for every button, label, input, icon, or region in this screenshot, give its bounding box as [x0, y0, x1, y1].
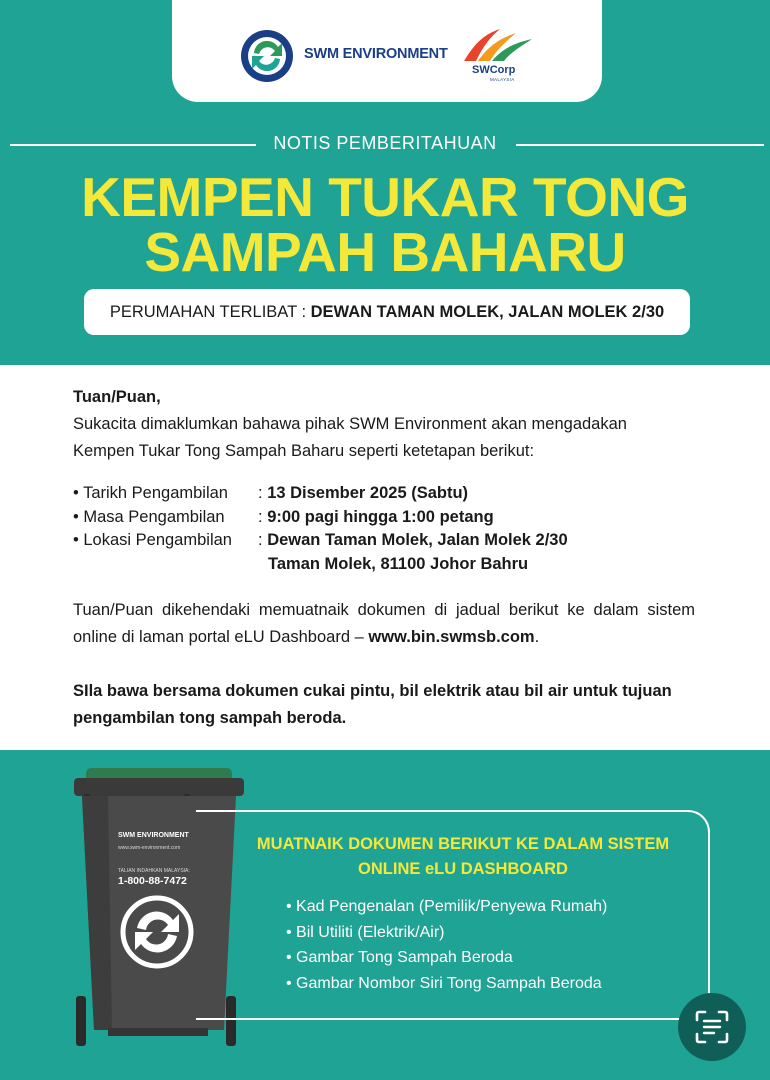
detail-row [73, 553, 568, 577]
detail-sep [258, 553, 268, 577]
detail-sep: : [258, 507, 263, 526]
swcorp-wave-logo-icon [460, 25, 536, 65]
detail-label: • Tarikh Pengambilan [73, 484, 228, 502]
list-item: • Kad Pengenalan (Pemilik/Penyewa Rumah) [286, 898, 608, 915]
detail-value-location-2: Taman Molek, 81100 Johor Bahru [268, 554, 529, 573]
detail-label [73, 553, 258, 577]
upload-title-line-2: ONLINE eLU DASHBOARD [358, 860, 568, 878]
text-scan-button[interactable] [678, 993, 746, 1061]
list-item: • Bil Utiliti (Elektrik/Air) [286, 923, 445, 941]
swm-recycle-logo-icon [240, 29, 294, 83]
brand-name: SWM ENVIRONMENT [304, 46, 448, 62]
detail-value-date: 13 Disember 2025 (Sabtu) [267, 484, 469, 502]
intro-line-2: Kempen Tukar Tong Sampah Baharu seperti ketetapan berikut: [73, 442, 535, 460]
bin-recycle-logo-icon [119, 894, 195, 970]
bin-brand: SWM ENVIRONMENT [118, 832, 189, 839]
partner-name: SWCorp [472, 64, 516, 76]
bin-hotline-label: TALIAN INDAHKAN MALAYSIA: [118, 868, 190, 874]
bin-website: www.swm-environment.com [118, 845, 181, 851]
reminder: SIla bawa bersama dokumen cukai pintu, bil elektrik atau bil air untuk tujuan pengambilan tong sampah beroda. [73, 682, 672, 727]
headline-line-1: KEMPEN TUKAR TONG [81, 166, 689, 228]
intro-line-1: Sukacita dimaklumkan bahawa pihak SWM Environment akan mengadakan [73, 415, 627, 433]
event-details [73, 482, 568, 576]
greeting: Tuan/Puan, [73, 388, 161, 406]
upload-instruction-text: Tuan/Puan dikehendaki memuatnaik dokumen di jadual berikut ke dalam sistem online di laman portal eLU Dashboard – [73, 601, 695, 646]
detail-row [73, 529, 568, 553]
upload-title-line-1: MUATNAIK DOKUMEN BERIKUT KE DALAM SISTEM [256, 835, 670, 853]
detail-row [73, 482, 568, 506]
detail-row [73, 506, 568, 530]
text-scan-icon [693, 1008, 731, 1046]
detail-value-time: 9:00 pagi hingga 1:00 petang [267, 507, 494, 526]
logo-card [172, 0, 602, 102]
detail-label: • Lokasi Pengambilan [73, 531, 232, 549]
headline-line-2: SAMPAH BAHARU [144, 221, 626, 283]
detail-sep: : [258, 484, 263, 502]
list-item: • Gambar Nombor Siri Tong Sampah Beroda [286, 974, 602, 992]
list-item: • Gambar Tong Sampah Beroda [286, 949, 513, 966]
upload-instruction-end: . [534, 628, 540, 646]
bin-hotline: 1-800-88-7472 [118, 875, 187, 887]
housing-label: PERUMAHAN TERLIBAT : [109, 302, 307, 321]
housing-value: DEWAN TAMAN MOLEK, JALAN MOLEK 2/30 [310, 302, 665, 321]
document-list [286, 894, 607, 996]
partner-subtitle: MALAYSIA [490, 77, 515, 82]
detail-value-location: Dewan Taman Molek, Jalan Molek 2/30 [267, 531, 568, 549]
intro-paragraph [73, 411, 695, 465]
upload-instruction [73, 597, 695, 651]
housing-pill [84, 289, 690, 335]
notice-label: NOTIS PEMBERITAHUAN [273, 133, 497, 153]
upload-box-title [226, 832, 700, 882]
portal-link[interactable]: www.bin.swmsb.com [368, 628, 535, 646]
detail-sep: : [258, 531, 263, 549]
detail-label: • Masa Pengambilan [73, 507, 225, 526]
